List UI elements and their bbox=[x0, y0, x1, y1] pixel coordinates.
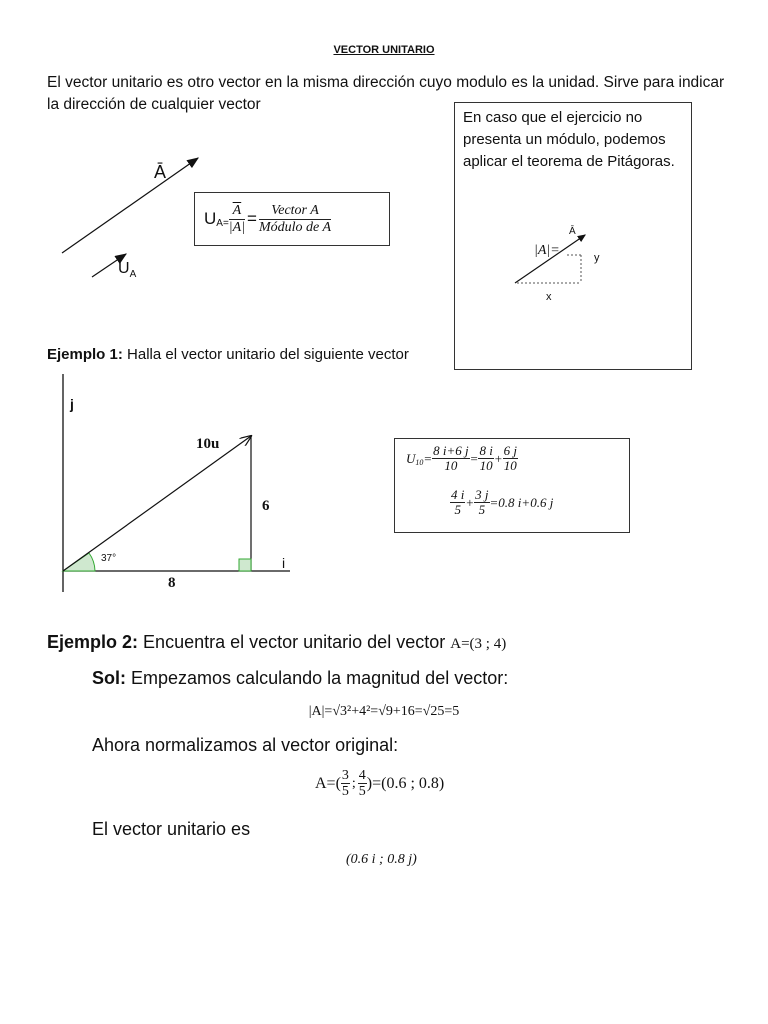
unit-vector-label bbox=[118, 260, 136, 280]
eq-1: = bbox=[423, 450, 433, 466]
eq-2: = bbox=[469, 450, 479, 466]
pythagoras-text: En caso que el ejercicio no presenta un módulo, podemos aplicar el teorema de Pitágoras. bbox=[463, 109, 675, 170]
frac-1-den: 10 bbox=[444, 458, 458, 474]
example2-text: Encuentra el vector unitario del vector bbox=[143, 632, 446, 652]
angle-arc bbox=[63, 553, 95, 571]
solution-line2 bbox=[450, 488, 553, 518]
norm-frac-1 bbox=[341, 768, 350, 800]
frac-2-num: 8 i bbox=[479, 443, 493, 458]
normalize-equation bbox=[315, 768, 444, 800]
hypotenuse-label: 10u bbox=[196, 436, 220, 452]
frac-4-num: 4 i bbox=[451, 487, 465, 502]
frac-1 bbox=[432, 444, 470, 474]
frac-2 bbox=[478, 444, 493, 474]
solution-line1 bbox=[406, 444, 518, 474]
page-title: VECTOR UNITARIO bbox=[333, 44, 435, 56]
axis-i-label: i bbox=[282, 555, 286, 571]
fraction-text-num: Vector A bbox=[259, 203, 331, 219]
y-label: y bbox=[594, 252, 600, 264]
frac-4 bbox=[450, 488, 465, 518]
frac-5-num: 3 j bbox=[475, 487, 489, 502]
triangle-diagram bbox=[55, 372, 305, 597]
plus-2: + bbox=[465, 494, 475, 510]
frac-3 bbox=[503, 444, 518, 474]
sol-line bbox=[92, 668, 508, 689]
vector-a-label: Ā bbox=[154, 162, 167, 182]
norm-frac-1-den: 5 bbox=[341, 784, 349, 800]
norm-frac-1-num: 3 bbox=[341, 768, 349, 783]
solution-result: =0.8 i+0.6 j bbox=[489, 494, 554, 510]
magnitude-equation: |A|=√3²+4²=√9+16=√25=5 bbox=[308, 704, 460, 719]
fraction-text-den: Módulo de A bbox=[258, 219, 332, 235]
unit-formula bbox=[204, 196, 331, 242]
unit-vector-label-main: U bbox=[118, 260, 130, 277]
formula-eq2: = bbox=[247, 209, 257, 228]
unit-result: (0.6 i ; 0.8 j) bbox=[346, 852, 417, 867]
example1-heading bbox=[47, 346, 409, 363]
intro-paragraph: El vector unitario es otro vector en la misma dirección cuyo modulo es la unidad. Sirve para indicar la dirección de cualquier vector bbox=[47, 74, 725, 113]
frac-3-den: 10 bbox=[503, 458, 517, 474]
norm-lhs: A=( bbox=[315, 774, 341, 792]
hypotenuse bbox=[63, 436, 251, 571]
fraction-text bbox=[259, 203, 331, 235]
normalize-text: Ahora normalizamos al vector original: bbox=[92, 735, 399, 755]
formula-u-sub: A bbox=[216, 217, 223, 229]
solution-u-sub: 10 bbox=[415, 458, 424, 468]
example2-label: Ejemplo 2: bbox=[47, 632, 139, 652]
sol-text: Empezamos calculando la magnitud del vector: bbox=[131, 668, 509, 688]
example2-vector: A=(3 ; 4) bbox=[450, 636, 507, 652]
norm-rhs: )=(0.6 ; 0.8) bbox=[366, 774, 445, 792]
fraction-a-den: |A| bbox=[228, 219, 246, 235]
x-label: x bbox=[546, 291, 552, 303]
right-angle-mark bbox=[239, 559, 251, 571]
norm-frac-2-num: 4 bbox=[358, 768, 366, 783]
example2-heading bbox=[47, 632, 506, 653]
unit-vector-label-sub: A bbox=[129, 269, 137, 281]
axis-j-label: j bbox=[70, 396, 74, 412]
plus-1: + bbox=[493, 450, 503, 466]
pythagoras-vector-label: Ā bbox=[569, 226, 576, 237]
fraction-a-num: $\overline{A}$ bbox=[229, 203, 245, 219]
example1-text: Halla el vector unitario del siguiente vector bbox=[127, 346, 409, 363]
frac-2-den: 10 bbox=[479, 458, 493, 474]
base-label: 8 bbox=[168, 575, 176, 591]
frac-3-num: 6 j bbox=[503, 443, 517, 458]
angle-label: 37° bbox=[101, 553, 117, 564]
frac-4-den: 5 bbox=[454, 502, 461, 518]
formula-eq1: = bbox=[222, 217, 229, 229]
frac-5 bbox=[474, 488, 489, 518]
modulus-label: |A|= bbox=[534, 243, 560, 258]
example1-label: Ejemplo 1: bbox=[47, 346, 123, 363]
formula-u: U bbox=[204, 209, 217, 228]
sol-label: Sol: bbox=[92, 668, 126, 688]
norm-frac-2-den: 5 bbox=[358, 784, 366, 800]
frac-1-num: 8 i+6 j bbox=[433, 443, 469, 458]
norm-sep: ; bbox=[351, 775, 356, 791]
fraction-a-over-modulus bbox=[229, 203, 245, 235]
frac-5-den: 5 bbox=[478, 502, 486, 518]
vector-a-arrow bbox=[62, 158, 198, 253]
solution-u: U bbox=[406, 450, 416, 466]
side-label: 6 bbox=[262, 498, 270, 514]
unit-text: El vector unitario es bbox=[92, 819, 251, 839]
norm-frac-2 bbox=[358, 768, 367, 800]
